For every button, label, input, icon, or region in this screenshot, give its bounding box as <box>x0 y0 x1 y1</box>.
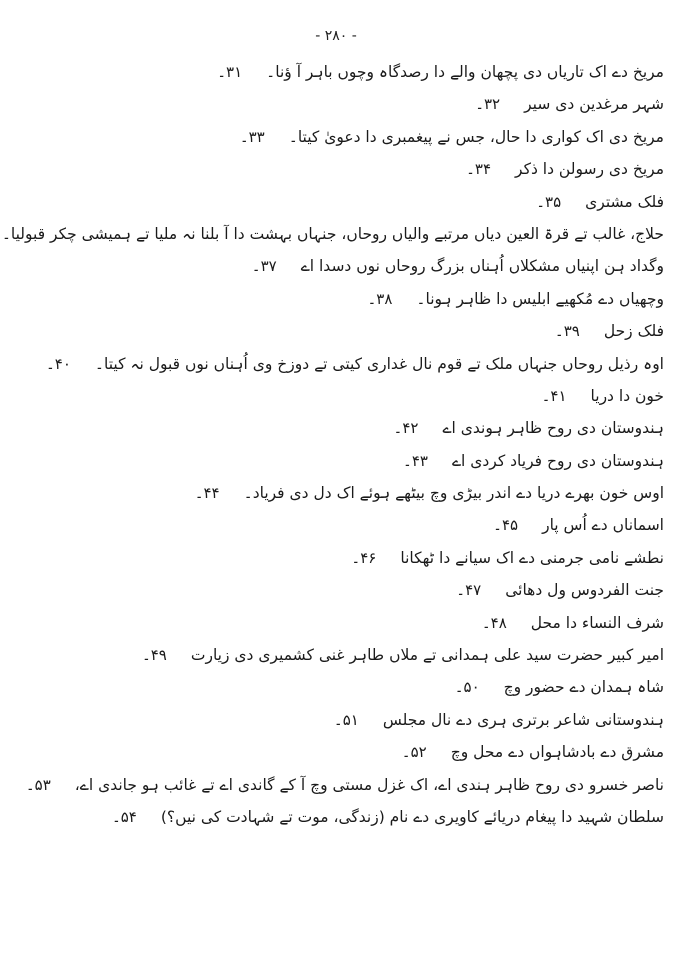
item-number: ۴۸۔ <box>481 613 507 632</box>
item-number: ۵۴۔ <box>111 807 137 826</box>
list-item <box>1 218 664 250</box>
item-text: مریخ دی اک کواری دا حال، جس نے پیغمبری دا دعویٰ کیتا۔ <box>288 127 664 146</box>
item-number: ۴۳۔ <box>403 451 428 470</box>
list-item <box>8 153 664 185</box>
item-text: ہندوستان دی روح ظاہر ہوندی اے <box>442 419 664 438</box>
item-number: ۵۳۔ <box>25 775 51 794</box>
list-item <box>8 704 664 736</box>
item-number: ۳۱۔ <box>217 63 243 81</box>
list-item <box>8 607 664 639</box>
item-text: جنت الفردوس ول دھائی <box>505 581 664 600</box>
item-number: ۴۰۔ <box>46 354 71 373</box>
list-item <box>8 769 664 801</box>
list-item <box>8 348 664 380</box>
list-item <box>8 250 664 282</box>
page-number: - ۲۸۰ - <box>315 28 357 44</box>
item-text: وچھیاں دے مُکھیے ابلیس دا ظاہر ہونا۔ <box>416 289 664 308</box>
item-number: ۴۹۔ <box>141 646 167 665</box>
item-number: ۳۵۔ <box>536 192 562 211</box>
item-text: حلاج، غالب تے قرۃ العین دیاں مرتبے والیاں روحاں، جنہاں بہشت دا آ بلنا نہ ملیا تے ہمیشی چکر قبولیا۔ <box>1 224 664 243</box>
list-item <box>8 542 664 574</box>
item-number: ۴۶۔ <box>351 548 377 567</box>
list-item <box>8 477 664 509</box>
item-text: امیر کبیر حضرت سید علی ہمدانی تے ملاں طاہر غنی کشمیری دی زیارت <box>190 646 664 665</box>
item-text: خون دا دریا <box>590 386 664 405</box>
item-number: ۳۲۔ <box>475 95 501 114</box>
item-text: ہندوستان دی روح فریاد کردی اے <box>451 451 664 470</box>
item-number: ۳۴۔ <box>466 160 492 179</box>
item-text: ناصر خسرو دی روح ظاہر ہندی اے، اک غزل مستی وچ آ کے گاندی اے تے غائب ہو جاندی اے، <box>74 775 664 794</box>
item-number: ۵۱۔ <box>333 710 359 729</box>
item-text: اوس خون بھرے دریا دے اندر بیڑی وچ بیٹھے ہوئے اک دل دی فریاد۔ <box>243 484 664 503</box>
list-item <box>8 315 664 347</box>
item-number: ۳۷۔ <box>251 257 277 276</box>
list-item <box>8 88 664 120</box>
item-number: ۴۲۔ <box>393 419 419 438</box>
item-text: مریخ دے اک تاریاں دی پچھان والے دا رصدگاہ وچوں باہر آ ؤنا۔ <box>266 63 664 81</box>
contents-list <box>1 56 664 833</box>
list-item <box>8 801 664 833</box>
item-text: ہندوستانی شاعر برتری ہری دے نال مجلس <box>382 710 664 729</box>
item-number: ۴۴۔ <box>194 484 220 503</box>
item-number: ۳۸۔ <box>367 289 393 308</box>
item-text: مریخ دی رسولن دا ذکر <box>515 160 664 179</box>
list-item <box>8 671 664 703</box>
list-item <box>8 445 664 477</box>
item-text: اوہ رذیل روحاں جنہاں ملک تے قوم نال غداری کیتی تے دوزخ وی اُہناں نوں قبول نہ کیتا۔ <box>94 354 664 373</box>
item-text: شاہ ہمدان دے حضور وچ <box>503 678 664 697</box>
list-item <box>8 412 664 444</box>
item-number: ۴۵۔ <box>493 516 519 535</box>
item-number: ۳۳۔ <box>239 127 265 146</box>
item-text: فلک زحل <box>603 322 664 341</box>
item-number: ۴۷۔ <box>456 581 482 600</box>
item-text: سلطان شہید دا پیغام دریائے کاویری دے نام (زندگی، موت تے شہادت کی نیں؟) <box>160 807 664 826</box>
list-item <box>8 509 664 541</box>
item-number: ۵۰۔ <box>454 678 480 697</box>
list-item <box>8 283 664 315</box>
list-item <box>8 121 664 153</box>
item-text: نطشے نامی جرمنی دے اک سیانے دا ٹھکانا <box>400 548 664 567</box>
list-item <box>8 56 664 88</box>
item-text: اسماناں دے اُس پار <box>542 516 664 535</box>
item-text: شرف النساء دا محل <box>530 613 664 632</box>
item-number: ۵۲۔ <box>401 743 427 762</box>
list-item <box>8 736 664 768</box>
item-number: ۴۱۔ <box>541 386 567 405</box>
item-text: مشرق دے بادشاہواں دے محل وچ <box>450 743 664 762</box>
item-text: فلک مشتری <box>585 192 664 211</box>
item-text: شہر مرغدین دی سیر <box>524 95 664 114</box>
list-item <box>8 380 664 412</box>
list-item <box>8 574 664 606</box>
list-item <box>8 186 664 218</box>
item-text: وگداد ہن اپنیاں مشکلاں اُہناں بزرگ روحاں نوں دسدا اے <box>300 257 664 276</box>
list-item <box>8 639 664 671</box>
item-number: ۳۹۔ <box>554 322 580 341</box>
